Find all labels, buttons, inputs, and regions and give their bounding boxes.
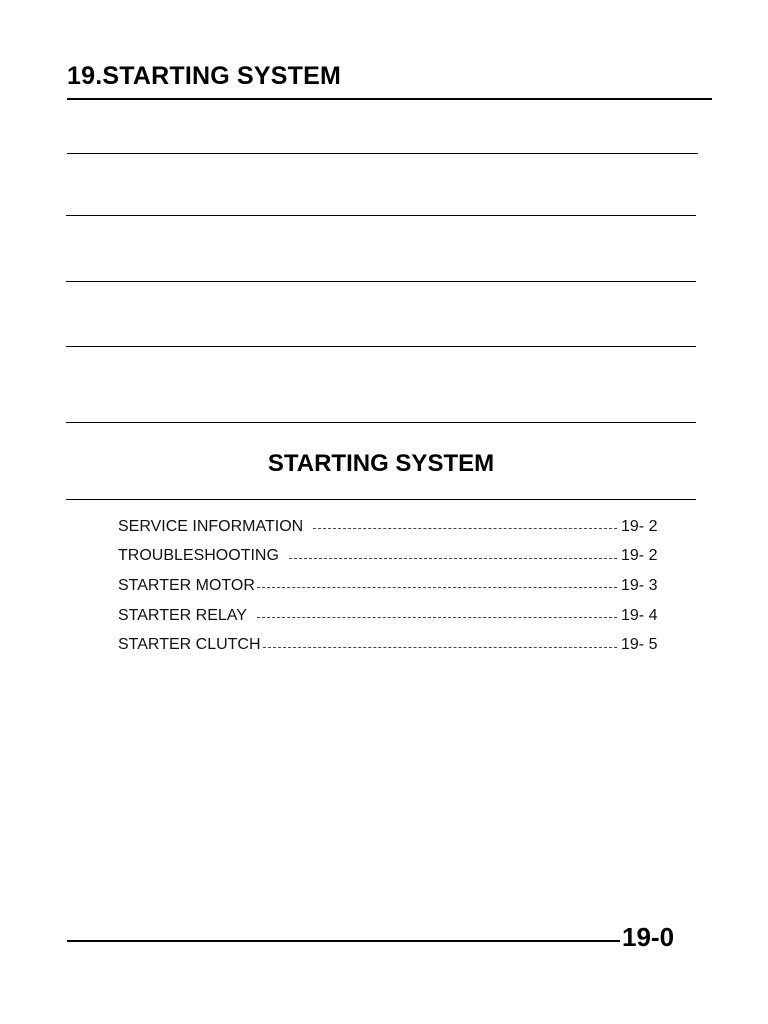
toc-entry-label: STARTER MOTOR [118,576,255,594]
toc-entry-page: 19- 3 [621,576,658,594]
dotted-leader [289,558,617,559]
toc-entry-starter-clutch[interactable] [118,630,663,660]
toc-entry-label: STARTER RELAY [118,606,247,624]
toc-entry-starter-relay[interactable] [118,601,663,631]
table-of-contents [118,512,663,660]
toc-entry-page: 19- 5 [621,636,658,654]
toc-entry-starter-motor[interactable] [118,571,663,601]
toc-entry-label: SERVICE INFORMATION [118,517,304,535]
divider-line [67,153,698,154]
chapter-title: 19.STARTING SYSTEM [67,62,342,90]
divider-line [66,281,696,282]
toc-entry-page: 19- 2 [621,547,658,565]
page-number: 19-0 [622,922,675,952]
toc-entry-page: 19- 4 [621,606,658,624]
divider-line [66,422,696,423]
footer-rule [67,940,620,942]
section-title: STARTING SYSTEM [267,450,495,477]
divider-line [66,346,696,347]
toc-entry-label: STARTER CLUTCH [118,636,261,654]
toc-entry-service-information[interactable] [118,512,663,542]
dotted-leader [257,587,617,588]
divider-line [66,499,696,500]
toc-entry-troubleshooting[interactable] [118,542,663,572]
dotted-leader [257,617,617,618]
page-header [67,60,712,100]
dotted-leader [313,528,617,529]
divider-line [66,215,696,216]
toc-entry-page: 19- 2 [621,517,658,535]
dotted-leader [263,647,617,648]
toc-entry-label: TROUBLESHOOTING [118,547,279,565]
